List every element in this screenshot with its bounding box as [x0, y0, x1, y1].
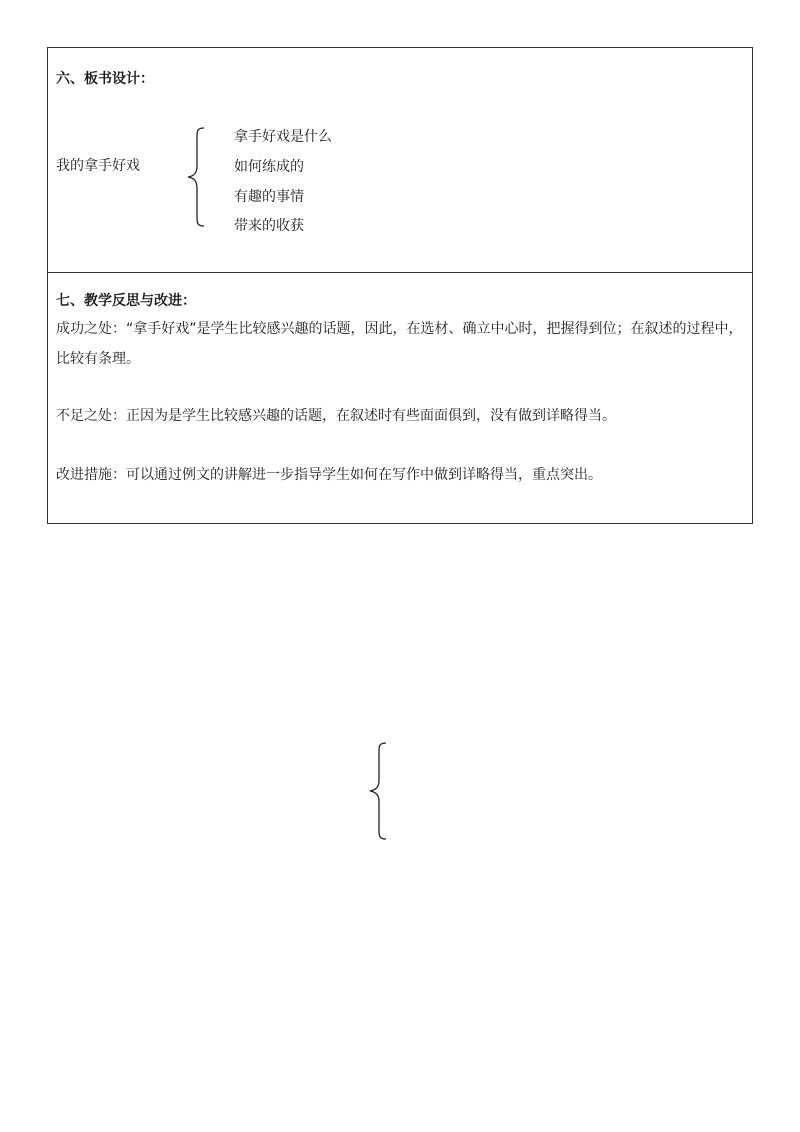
board-item: 带来的收获 — [234, 218, 304, 234]
shortcoming-paragraph: 不足之处：正因为是学生比较感兴趣的话题，在叙述时有些面面俱到，没有做到详略得当。 — [56, 408, 616, 424]
improvement-paragraph: 改进措施：可以通过例文的讲解进一步指导学生如何在写作中做到详略得当，重点突出。 — [56, 467, 602, 483]
reflection-section — [48, 272, 752, 524]
board-item: 有趣的事情 — [234, 189, 304, 205]
reflection-heading: 七、教学反思与改进： — [56, 293, 196, 309]
board-item: 如何练成的 — [234, 159, 304, 175]
board-item: 拿手好戏是什么 — [234, 129, 332, 145]
board-design-heading: 六、板书设计： — [56, 71, 154, 87]
brace-icon — [186, 126, 210, 228]
lesson-plan-table — [47, 47, 753, 524]
brace-icon — [368, 741, 390, 841]
success-paragraph: 成功之处：“拿手好戏”是学生比较感兴趣的话题，因此，在选材、确立中心时，把握得到位；在叙述的过程中，比较有条理。 — [56, 321, 743, 367]
board-main-title: 我的拿手好戏 — [56, 158, 140, 174]
board-design-section — [48, 48, 752, 272]
